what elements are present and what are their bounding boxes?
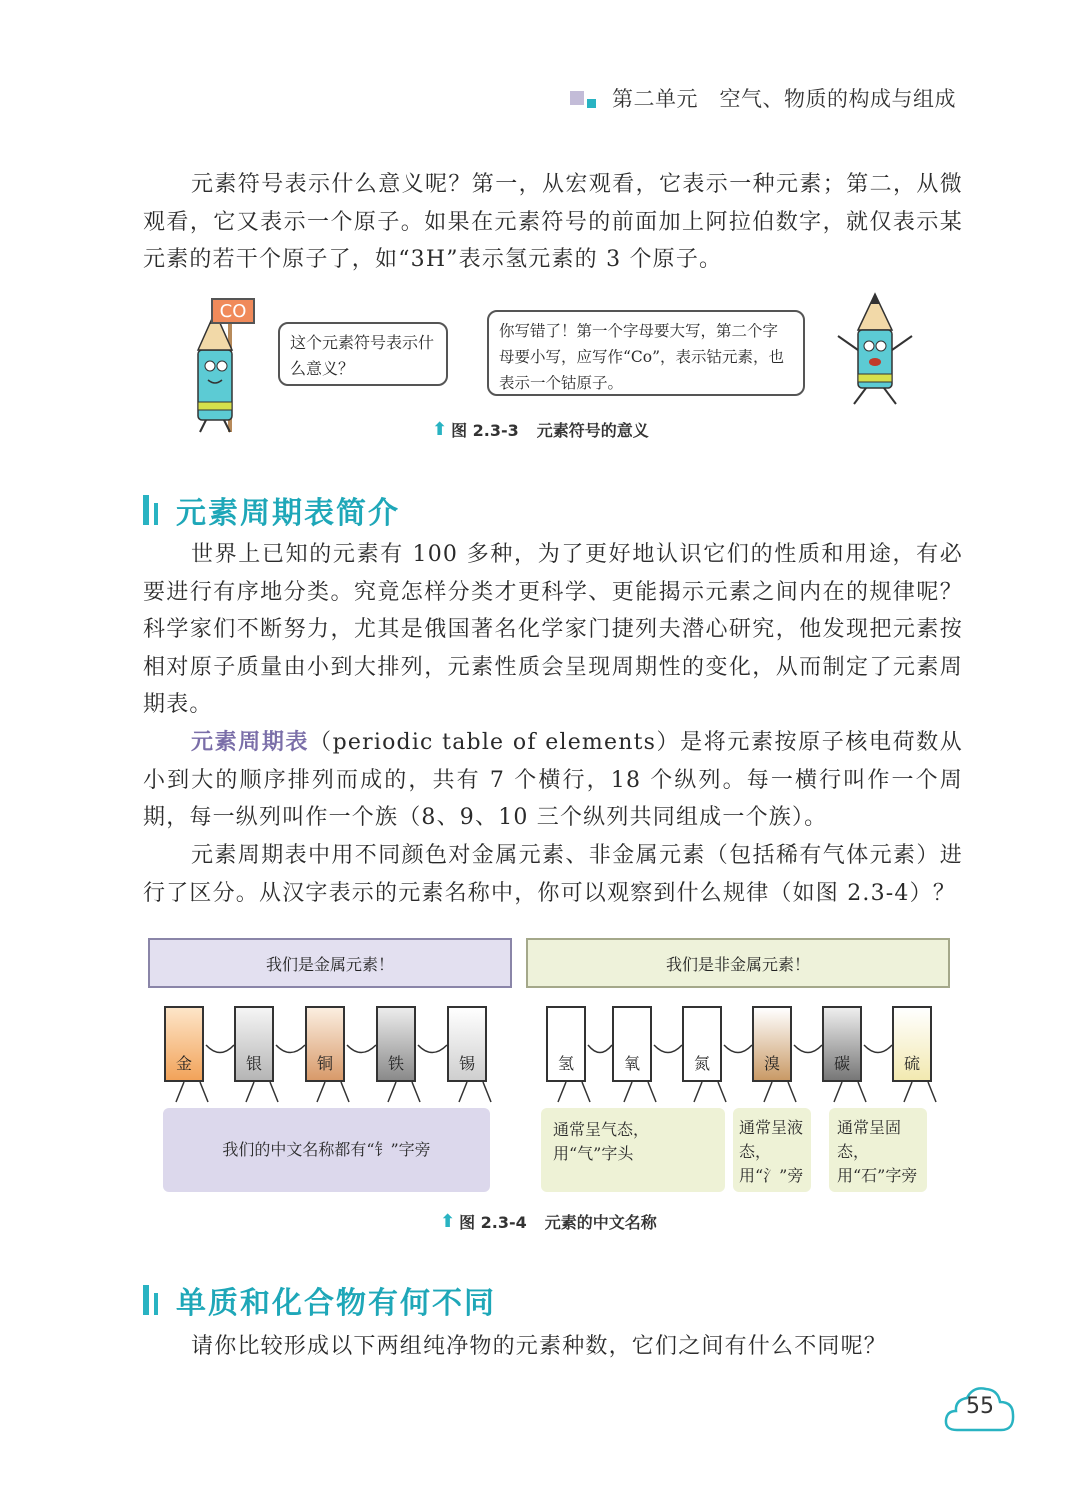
element-characters-limbs	[150, 990, 950, 1110]
header-title: 第二单元 空气、物质的构成与组成	[612, 87, 956, 111]
caption-title: 元素的中文名称	[544, 1212, 657, 1232]
section-bar-icon	[143, 1285, 149, 1315]
header-square-icon	[570, 91, 584, 105]
element-card-carbon: 碳	[822, 1006, 862, 1082]
element-card-silver: 银	[234, 1006, 274, 1082]
liquid-note: 通常呈液态，用“氵”旁	[733, 1108, 811, 1192]
section-title-substances	[143, 1280, 496, 1320]
pencil-character-right	[830, 290, 920, 410]
gas-note: 通常呈气态，用“气”字头	[541, 1108, 725, 1192]
section-title-text: 单质和化合物有何不同	[176, 1286, 496, 1321]
paragraph-2-rest: （periodic table of elements）是将元素按原子核电荷数从小到大的顺序排列而成的，共有 7 个横行，18 个纵列。每一横行叫作一个周期，每一纵列叫作一个族（8、9、10 三个纵列共同组成一个族）。	[143, 730, 963, 830]
up-arrow-icon: ⬆	[432, 418, 448, 440]
section-bar-small-icon	[154, 1293, 158, 1315]
section-bar-icon	[143, 495, 149, 525]
element-card-tin: 锡	[447, 1006, 487, 1082]
section-title-text: 元素周期表简介	[176, 496, 400, 531]
figure-caption-233	[432, 416, 692, 442]
section-title-periodic-table	[143, 490, 400, 530]
element-card-nitrogen: 氮	[682, 1006, 722, 1082]
speech-bubble-answer: 你写错了！第一个字母要大写，第二个字母要小写，应写作“Co”，表示钴元素，也表示一个钴原子。	[487, 310, 805, 396]
solid-note: 通常呈固态，用“石”字旁	[829, 1108, 927, 1192]
element-card-bromine: 溴	[752, 1006, 792, 1082]
section1-paragraph-2	[143, 724, 963, 837]
page-number: 55	[966, 1394, 994, 1419]
section1-paragraph-1: 世界上已知的元素有 100 多种，为了更好地认识它们的性质和用途，有必要进行有序地分类。究竟怎样分类才更科学、更能揭示元素之间内在的规律呢？科学家们不断努力，尤其是俄国著名化学家门捷列夫潜心研究，他发现把元素按相对原子质量由小到大排列，元素性质会呈现周期性的变化，从而制定了元素周期表。	[143, 542, 963, 717]
running-header	[570, 80, 990, 116]
caption-label: 图 2.3-4	[459, 1212, 527, 1232]
element-card-gold: 金	[164, 1006, 204, 1082]
nonmetal-banner: 我们是非金属元素！	[526, 938, 950, 988]
caption-label: 图 2.3-3	[451, 420, 519, 440]
section2-paragraph-1: 请你比较形成以下两组纯净物的元素种数，它们之间有什么不同呢？	[191, 1334, 888, 1359]
element-card-sulfur: 硫	[892, 1006, 932, 1082]
section1-paragraph-3: 元素周期表中用不同颜色对金属元素、非金属元素（包括稀有气体元素）进行了区分。从汉字表示的元素名称中，你可以观察到什么规律（如图 2.3-4）？	[143, 843, 963, 906]
speech-bubble-question: 这个元素符号表示什么意义？	[278, 322, 448, 386]
metal-banner: 我们是金属元素！	[148, 938, 512, 988]
element-card-iron: 铁	[376, 1006, 416, 1082]
up-arrow-icon: ⬆	[440, 1210, 456, 1232]
co-sign-text: CO	[219, 300, 247, 322]
element-card-oxygen: 氧	[612, 1006, 652, 1082]
figure-caption-234	[440, 1208, 720, 1234]
element-card-hydrogen: 氢	[546, 1006, 586, 1082]
term-periodic-table: 元素周期表	[191, 730, 310, 755]
header-square-small-icon	[587, 99, 596, 108]
element-card-copper: 铜	[305, 1006, 345, 1082]
section-bar-small-icon	[154, 503, 158, 525]
intro-paragraph: 元素符号表示什么意义呢？第一，从宏观看，它表示一种元素；第二，从微观看，它又表示一个原子。如果在元素符号的前面加上阿拉伯数字，就仅表示某元素的若干个原子了，如“3H”表示氢元素的 3 个原子。	[143, 172, 963, 272]
caption-title: 元素符号的意义	[536, 420, 649, 440]
metal-note: 我们的中文名称都有“钅”字旁	[163, 1108, 490, 1192]
co-sign	[211, 298, 255, 324]
